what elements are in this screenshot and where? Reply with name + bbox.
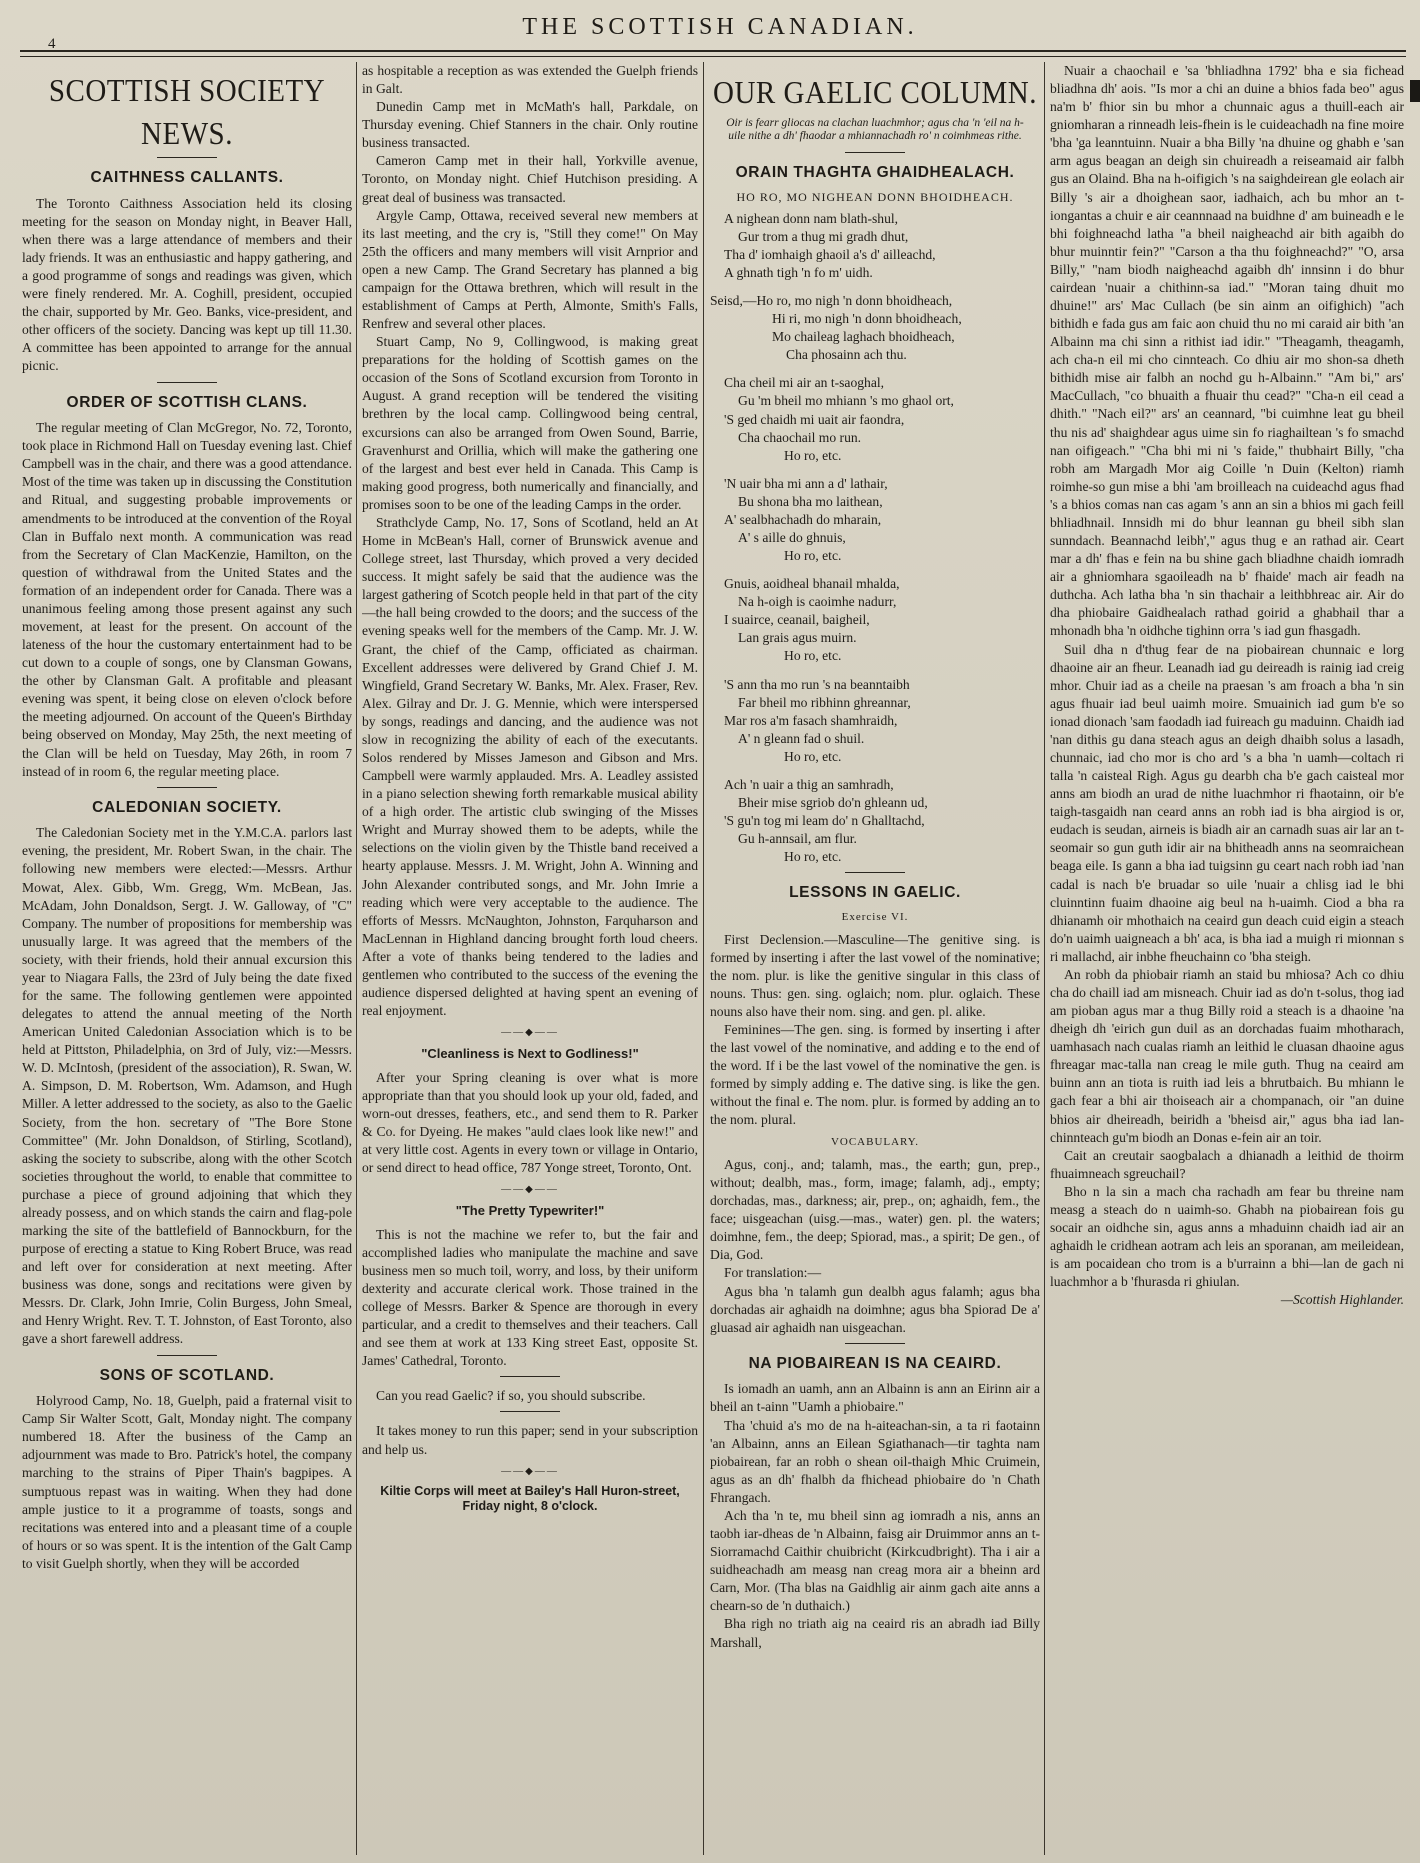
verse-line: Far bheil mo ribhinn ghreannar, xyxy=(738,694,911,710)
verse-line: A nighean donn nam blath-shul, xyxy=(724,210,899,226)
paper-title: THE SCOTTISH CANADIAN. xyxy=(522,14,918,40)
section-heading: OUR GAELIC COLUMN. xyxy=(713,75,1037,111)
verse-line: Cha phosainn ach thu. xyxy=(786,347,907,363)
verse-line: Mo chaileag laghach bhoidheach, xyxy=(772,329,955,345)
notice-text: Can you read Gaelic? if so, you should subscribe. xyxy=(376,1388,646,1404)
verse xyxy=(710,575,1040,647)
article-text: Cameron Camp met in their hall, Yorkville avenue, Toronto, on Monday night. Chief Hutchison presiding. A great deal of business was transacted. xyxy=(362,153,698,205)
verse xyxy=(710,676,1040,748)
article-text: Cait an creutair saogbalach a dhianadh a leithid de thoirm fhuaimneach sgreuchail? xyxy=(1050,1147,1404,1181)
verse-line: Gur trom a thug mi gradh dhut, xyxy=(738,228,909,244)
song-subtitle: HO RO, MO NIGHEAN DONN BHOIDHEACH. xyxy=(736,189,1014,204)
verse xyxy=(710,475,1040,547)
verse-line: 'S ged chaidh mi uait air faondra, xyxy=(724,411,905,427)
article-text: Holyrood Camp, No. 18, Guelph, paid a fraternal visit to Camp Sir Walter Scott, Galt, Monday night. The company numbered 18. After the business of the Camp an adjournment was made to Bro. Patrick's hotel, the company marching to the strains of Piper Thain's bagpipes. A sumptuous repast was in waiting. When they had done ample justice to it a programme of toasts, songs and recitations was entered into and a pleasant time of a couple of hours or so was spent. It is the intention of the Galt Camp to visit Guelph shortly, when they will be accorded xyxy=(22,1393,352,1571)
notice-text: It takes money to run this paper; send in your subscription and help us. xyxy=(362,1423,698,1457)
verse xyxy=(710,776,1040,848)
motto: Oir is fearr gliocas na clachan luachmhor; agus cha 'n 'eil na h-uile nithe a dh' fhaodar a mhiannachadh ro' n coimhmeas rithe. xyxy=(726,116,1024,143)
verse-line: Hi ri, mo nigh 'n donn bhoidheach, xyxy=(772,311,962,327)
kiltie-notice: Kiltie Corps will meet at Bailey's Hall Huron-street, Friday night, 8 o'clock. xyxy=(380,1483,680,1513)
verse-line: A' n gleann fad o shuil. xyxy=(738,730,865,746)
divider xyxy=(500,1376,560,1377)
article-text: Ach tha 'n te, mu bheil sinn ag iomradh a nis, anns an taobh iar-dheas de 'n Albainn, faisg air Druimmor anns an t-Siorramachd Caithir chuibricht (Kirkcudbright). Tha i air a suidheachadh am measg nan creag mora air a bheinn ard Carn, Mor. (Tha blas na Gaidhlig air ainm gach aite anns a chearn-so de 'n duthaich.) xyxy=(710,1507,1040,1614)
page-edge-mark xyxy=(1410,80,1420,102)
verse-line: Tha d' iomhaigh ghaoil a's d' ailleachd, xyxy=(724,246,936,262)
lesson-text: First Declension.—Masculine—The genitive sing. is formed by inserting i after the last vowel of the nominative; the nom. plur. is like the genitive singular in this class of nouns. Thus: gen. sing. oglaich; nom. plur. oglaich. These nouns also have their nom. sing. and gen. pl. alike. xyxy=(710,931,1040,1019)
translation-text: Agus bha 'n talamh gun dealbh agus falamh; agus bha dorchadas air aghaidh na doimhne; agus bha Spiorad De a' gluasad air aghaidh nan uisgeachan. xyxy=(710,1283,1040,1335)
column-1 xyxy=(22,62,352,1855)
refrain: Ho ro, etc. xyxy=(784,748,842,764)
article-title: CALEDONIAN SOCIETY. xyxy=(92,798,282,816)
verse-line: A ghnath tigh 'n fo m' uidh. xyxy=(724,264,873,280)
chorus xyxy=(710,292,1040,364)
notice-title: "The Pretty Typewriter!" xyxy=(455,1203,605,1219)
verse-line: Gnuis, aoidheal bhanail mhalda, xyxy=(724,576,900,592)
verse-line: 'N uair bha mi ann a d' lathair, xyxy=(724,475,888,491)
verse-line: 'S ann tha mo run 's na beanntaibh xyxy=(724,676,910,692)
signature: —Scottish Highlander. xyxy=(1280,1292,1404,1308)
article-text: Is iomadh an uamh, ann an Albainn is ann an Eirinn air a bheil an t-ainn "Uamh a phiobaire." xyxy=(710,1381,1040,1415)
masthead xyxy=(40,6,1400,52)
article-title: NA PIOBAIREAN IS NA CEAIRD. xyxy=(748,1354,1002,1372)
verse-line: Na h-oigh is caoimhe nadurr, xyxy=(738,594,897,610)
article-text: The Caledonian Society met in the Y.M.C.A. parlors last evening, the president, Mr. Robert Swan, in the chair. The following new members were elected:—Messrs. Arthur Mowat, Alex. Gibb, Wm. Gregg, Wm. McBean, Jas. McAdam, John Donaldson, Sergt. J. W. Galloway, of "C" Company. The number of propositions for membership was unusually large. It was agreed that the members of the society, with their friends, hold their annual excursion this year to Niagara Falls, the 23rd of July being the date fixed for the same. The following gentlemen were appointed delegates to attend the annual meeting of the North American United Caledonian Association which is to be held at Pittston, Philadelphia, on 3rd of July, viz:—Messrs. W. D. McIntosh, (president of the association), R. Swan, W. A. Simpson, D. M. Robertson, Wm. Adamson, and Hugh Miller. A letter addressed to the society, as also to the Gaelic Society, from the hon. secretary of "The Bore Stone Committee" (Mr. John Donaldson, of Stirling, Scotland), asking the society to subscribe, along with the other Scotch societies throughout the world, to enable that committee to purchase a piece of ground adjoining that which they already possess, and on which stands the cairn and flag-pole marking the site of the battlefield of Bannockburn, for the purpose of erecting a statue to King Robert Bruce, was read and left over for consideration at next meeting. After business was done, songs and recitations were given by Messrs. Dr. Clark, John Imrie, Colin Burgess, John Smeal, and Henry Wright. Rev. T. T. Johnston, of East Toronto, also gave a short farewell address. xyxy=(22,825,352,1347)
article-text: Dunedin Camp met in McMath's hall, Parkdale, on Thursday evening. Chief Stanners in the chair. Only routine business transacted. xyxy=(362,99,698,151)
verse-line: I suairce, ceanail, baigheil, xyxy=(724,612,870,628)
song-title: ORAIN THAGHTA GHAIDHEALACH. xyxy=(735,164,1015,182)
divider xyxy=(157,1355,217,1356)
notice-text: This is not the machine we refer to, but the fair and accomplished ladies who manipulate the machine and save business men so much toil, worry, and loss, by their uniform dexterity and accurate clerical work. Those trained in the college of Messrs. Barker & Spence are thorough in every particular, and a credit to themselves and their teachers. Call and see them at work at 133 King street East, opposite St. James' Cathedral, Toronto. xyxy=(362,1226,698,1369)
verse-line: Gu h-annsail, am flur. xyxy=(738,831,857,847)
lessons-title: LESSONS IN GAELIC. xyxy=(789,884,961,902)
verse-line: Cha cheil mi air an t-saoghal, xyxy=(724,375,885,391)
verse-line: Bheir mise sgriob do'n ghleann ud, xyxy=(738,794,928,810)
verse-line: Gu 'm bheil mo mhiann 's mo ghaol ort, xyxy=(738,393,954,409)
article-text: Tha 'chuid a's mo de na h-aiteachan-sin, a ta ri faotainn 'an Albainn, anns an Eilean Sgiathanach—tir taghta nam piobairean, far an robh o shean oil-thaigh Mhic Cruimein, agus as an dh' fhalbh da fhichead phiobaire do 'n Chath Fhrangach. xyxy=(710,1417,1040,1505)
verse xyxy=(710,210,1040,282)
verse-line: Mar ros a'm fasach shamhraidh, xyxy=(724,712,898,728)
vocab-text: Agus, conj., and; talamh, mas., the earth; gun, prep., without; dealbh, mas., form, image; falamh, adj., empty; dorchadas, mas., darkness; air, prep., on; aghaidh, fem., the face; uisgeachan (uisg.—mas., water) gen. pl. the waters; doimhne, fem., the deep; Spiorad, mas., a spirit; De gen., of Dia, God. xyxy=(710,1157,1040,1263)
verse xyxy=(710,374,1040,446)
verse-line: 'S gu'n tog mi leam do' n Ghalltachd, xyxy=(724,813,925,829)
article-text: Stuart Camp, No 9, Collingwood, is making great preparations for the holding of Scottish games on the occasion of the Sons of Scotland excursion from Toronto in August. A grand reception will be tendered the visiting brethren by the local camp. Collingwood being central, excursions can also be arranged from Owen Sound, Barrie, Gravenhurst and Orillia, which will make the gathering one of the largest and best ever held in Canada. This Camp is making good progress, both numerically and financially, and promises soon to be one of the leading Camps in the order. xyxy=(362,334,698,512)
article-text: Nuair a chaochail e 'sa 'bhliadhna 1792' bha e sia fichead bliadhna dh' aois. "Is mor a chi an duine a bhios fada beo" agus na'm b' fhior sin bu mhor a chunnaic agus a thuill-each air gniomharan a rinneadh leis-fhein is le cuideachadh na fine moire 'bha 'ga leanntuinn. Nuair a bha Billy 'na dhuine og ghabh e 'san arm agus beagan an deigh sin chuireadh a reiseamaid air falbh gus an Olaind. Bha na h-oifigich 's na saighdeirean gle eolach air Billy 's air a dhoighean saor, iadhaich, ach bu mhor an t-iongantas a chuir e air ceannnaad na buidhne d' am buineadh e le bhi foighneachd latha "a bheil naigheachd air bith agaibh do bhur muinntir fein?" "Carson a tha thu foighneachd?" "O, arsa Billy," "nam biodh naigheachd agaibh dh' innsinn i do bhur cairdean 'nuair a chithinn-sa iad." "Moran taing dhuit mo dhuine!" ars' Mac Cullach (be sin ainm an oifighich) "ach bithidh e fada gus am faic aon chuid thu no mi caraid air bith 'an Albainn ma chi sinn a rithist iad idir." "Theagamh, theagamh, ach cha-n eil mi cho cinnteach. Co dhiu air mo shon-sa dheth bithidh mise air falbh an nochd gu h-Albainn." "Am bi," ars' MacCullach, "co bhuaith a fhuair thu cead?" "Cha-n eil cead a dhith." "Nach eil?" ars' an ceannard, "bi cuimhne leat gu bheil thu nis ad' shaighdear agus uime sin fo riaghailtean 's fo smachd nan oifigeach." "Cha bhi mi ni 's faide," thubhairt Billy, "cha robh am Margadh Mor aig Coille 'n Duin (Kelton) riamh roimhe-so gun mise a bhi 'am broilleach na cuideachd agus fhad 's a bhios comas nan cas agam 's ann an sin a bhios mi gach feill bhliadhnail. Innsidh mi do bhur leannan gu bheil sibh slan sunndach. Beannachd leibh'," agus thug e an rathad air. Ceart mar a dh' fhas e fein na bu shine gach bliadhne chaidh iomradh air a ghniomhara sgaoileadh na b' fhaide' mach air feadh na duthcha. Ach latha bha 'n sin thachair a leithbhreac air. Air do dha phiobaire Gaidhealach rathad goirid a ghabhail thar a mhonadh bha 'n oidhche tighinn orra 's iad gun fhasgadh. xyxy=(1050,63,1404,639)
verse-line: Ach 'n uair a thig an samhradh, xyxy=(724,776,894,792)
ornament-divider: ——◆—— xyxy=(501,1027,559,1039)
masthead-rule-thin xyxy=(20,56,1406,57)
refrain: Ho ro, etc. xyxy=(784,849,842,865)
article-text: An robh da phiobair riamh an staid bu mhiosa? Ach co dhiu cha do chaill iad am misneach. Chuir iad as do'n t-solus, thog iad am pioban agus mar a thug Billy roid a steach is a dhaoine 'na dheigh dh 'eirich gun duil as an dorchadas fuaim mhotharach, uamhasach nach cualas riamh an leithid le cluasan dhaoine agus fhreagar mac-talla nan creag le mile guth. Thug na ceaird am buinn ann an tiota is ruith iad leis a bhrutbaich. Bu mhiann le gach fear a bhi air thoiseach air a chompanach, oir "an duine bhios air dheireadh, beiridh a 'bheisd air," agus bha iad lan-chinnteach gu'm biodh an Donas e-fein air an toir. xyxy=(1050,966,1404,1145)
verse-line: A' s aille do ghnuis, xyxy=(738,529,846,545)
divider xyxy=(845,1343,905,1344)
divider xyxy=(157,382,217,383)
column-rule xyxy=(356,62,357,1855)
refrain: Ho ro, etc. xyxy=(784,648,842,664)
article-title: SONS OF SCOTLAND. xyxy=(99,1366,275,1384)
notice-text: After your Spring cleaning is over what is more appropriate than that you should look up your old, faded, and worn-out dresses, feathers, etc., and send them to R. Parker & Co. for Dyeing. He makes "auld claes look like new!" and at very little cost. Agents in every town or village in Ontario, or send direct to head office, 787 Yonge street, Toronto, Ont. xyxy=(362,1069,698,1176)
article-continuation: as hospitable a reception as was extended the Guelph friends in Galt. xyxy=(362,63,698,97)
column-4 xyxy=(1050,62,1404,1855)
page-number: 4 xyxy=(48,36,56,52)
refrain: Ho ro, etc. xyxy=(784,447,842,463)
notice-title: "Cleanliness is Next to Godliness!" xyxy=(421,1046,639,1062)
article-text: The regular meeting of Clan McGregor, No. 72, Toronto, took place in Richmond Hall on Tuesday evening last. Chief Campbell was in the chair, and there was a good attendance. Most of the time was taken up in discussing the Constitution and Ritual, and suggesting probable improvements or amendments to be introduced at the convention of the Royal Clan in Buffalo next month. A communication was read from the Secretary of Clan MacKenzie, Hamilton, on the question of withdrawal from the United States and the formation of an independent order for Canada. There was a unanimous feeling among those present against any such movement, at least for the present. On account of the lateness of the hour the customary entertainment had to be cut down to a couple of songs, one by Clansman Gowans, the other by Clansman Galt. A profitable and pleasant evening was spent, it being close on eleven o'clock before the meeting adjourned. On account of the Queen's Birthday being observed on Monday, May 25th, the next meeting of the Clan will be held on Tuesday, May 26th, in room 7 instead of in room 6, the regular meeting place. xyxy=(22,420,352,779)
column-rule xyxy=(703,62,704,1855)
article-text: Suil dha n d'thug fear de na piobairean chunnaic e lorg dhaoine air an fheur. Leanadh iad gu deireadh is rainig iad creig mhor. Chuir iad as a cheile na praesan 's am froach a bha 'n sin agus fhuair iad beul uaimh moire. Smuainich iad gum b'e so ionad dionach 'sam faodadh iad fuireach gu maduinn. Chaidh iad 'nan dithis gu dana steach agus an deigh dhaibh solus a lasadh, chunnaic, iad cho mor is cho ard 's a bha 'n uamh—coltach ri talla 'n caisteal Righ. Agus gu dearbh cha b'e gach caisteal mor anns am biodh an urad de nithe luachmhor ri fhaotainn, oir b'e taigh-tasgaidh nan ceard anns an robh iad is bha airgiod is or, eudach is seudan, airneis is biadh air an carnadh suas air lar an t-seomair so gun guth idir air na bhitheadh anns na seomraichean beaga eile. Is gann a bha iad tuigsinn gu ceart nach robh iad 'nan cadal is nach b'e bruadar so uile 'nuair a chlisg iad le bhi cluinntinn fuaim dhaoine aig beul na h-uaimh. Ciod a bha ra dhianamh oir mhothaich na ceaird gun deach cuid eigin a steach do'n uaimh uaigneach a bh' aca, is bha iad a muigh ri mionnan s ri mallachd, air inbhe fheuchainn co 'bha steigh. xyxy=(1050,641,1404,964)
column-3 xyxy=(710,62,1040,1855)
refrain: Ho ro, etc. xyxy=(784,548,842,564)
divider xyxy=(500,1411,560,1412)
vocab-title: VOCABULARY. xyxy=(830,1136,920,1149)
article-title: ORDER OF SCOTTISH CLANS. xyxy=(66,393,308,411)
exercise-label: Exercise VI. xyxy=(841,910,909,923)
verse-line: Bu shona bha mo laithean, xyxy=(738,493,883,509)
verse-line: A' sealbhachadh do mharain, xyxy=(724,511,882,527)
masthead-rule xyxy=(20,50,1406,52)
divider xyxy=(157,787,217,788)
lesson-text: Feminines—The gen. sing. is formed by inserting i after the last vowel of the nominative, and adding e to the end of the word. If i be the last vowel of the nominative the gen. is formed by simply adding e. The dative sing. is like the gen. without the final e. The nom. plur. is formed by adding an to the nom. plural. xyxy=(710,1021,1040,1128)
divider xyxy=(157,157,217,158)
verse-line: Cha chaochail mo run. xyxy=(738,429,862,445)
article-text: Bho n la sin a mach cha rachadh am fear bu threine nam measg a steach do n uaimh-so. Ghabh na piobairean fois gu socair an oidhche sin, agus anns a mhaduinn chaidh iad air an aghaidh le cridhean aotram ach leis an sporanan, am meileidean, is am pocaidean cho trom is a b'urrainn a bhi—lan de gach ni luachmhor a b 'fhurasda ri ghiulan. xyxy=(1050,1183,1404,1290)
article-text: Strathclyde Camp, No. 17, Sons of Scotland, held an At Home in McBean's Hall, corner of Brunswick avenue and College street, last Thursday, which proved a very decided success. It might safely be said that the audience was the largest gathering of Scotch people held in that part of the city—the hall being crowded to the doors; and the success of the evening speaks well for the members of the Camp. Mr. J. W. Grant, the chief of the Camp, officiated as chairman. Excellent addresses were delivered by Grand Chief J. M. Wingfield, Grand Secretary W. Banks, Mr. Alex. Fraser, Rev. Alex. Gilray and Dr. J. G. Mennie, which were interspersed by songs, readings and dancing, and the audience was not slow in recognizing the ability of each of the executants. Solos rendered by Misses Jameson and Gibson and Mrs. Campbell were warmly applauded. Mrs. A. Leadley assisted in a piano selection shewing forth remarkable musical ability of a high order. The artistic club swinging of the Misses Wright and Murray showed them to be adepts, while the selections on the violin given by the Thistle band received a hearty applause. Messrs. J. M. Wright, John A. Winning and John Alexander contributed songs, and Mr. John Imrie a reading which were very acceptable to the audience. The efforts of Messrs. McNaughton, Johnston, Farquharson and MacLennan in Highland dancing brought forth loud cheers. After a vote of thanks being tendered to the ladies and gentlemen who contributed to the success of the evening the audience dispersed delighted at having spent an evening of real enjoyment. xyxy=(362,514,698,1019)
ornament-divider: ——◆—— xyxy=(501,1184,559,1196)
column-2 xyxy=(362,62,698,1855)
column-rule xyxy=(1044,62,1045,1855)
article-text: Argyle Camp, Ottawa, received several new members at its last meeting, and the cry is, "Still they come!" On May 25th the officers and many members will visit Arnprior and open a new Camp. The Grand Secretary has planned a big campaign for the Ottawa brethren, which will result in the establishment of Camps at Perth, Almonte, Smith's Falls, Renfrew and several other places. xyxy=(362,207,698,332)
verse-line: Seisd,—Ho ro, mo nigh 'n donn bhoidheach, xyxy=(710,293,953,309)
verse-line: Lan grais agus muirn. xyxy=(738,630,857,646)
divider xyxy=(845,152,905,153)
translation-label: For translation:— xyxy=(724,1265,822,1281)
article-title: CAITHNESS CALLANTS. xyxy=(90,169,284,187)
section-heading: SCOTTISH SOCIETY NEWS. xyxy=(48,73,326,152)
article-text: The Toronto Caithness Association held its closing meeting for the season on Monday night, in Beaver Hall, when there was a large attendance of members and their lady friends. It was an enthusiastic and happy gathering, and a good programme of songs and readings was given, which were finely rendered. Mr. A. Coghill, president, occupied the chair, supported by Mr. Geo. Banks, vice-president, and other officers of the society. Dancing was kept up till 11.30. A committee has been appointed to arrange for the annual picnic. xyxy=(22,195,352,374)
ornament-divider: ——◆—— xyxy=(501,1465,559,1477)
article-text: Bha righ no triath aig na ceaird ris an abradh iad Billy Marshall, xyxy=(710,1616,1040,1650)
divider xyxy=(845,872,905,873)
